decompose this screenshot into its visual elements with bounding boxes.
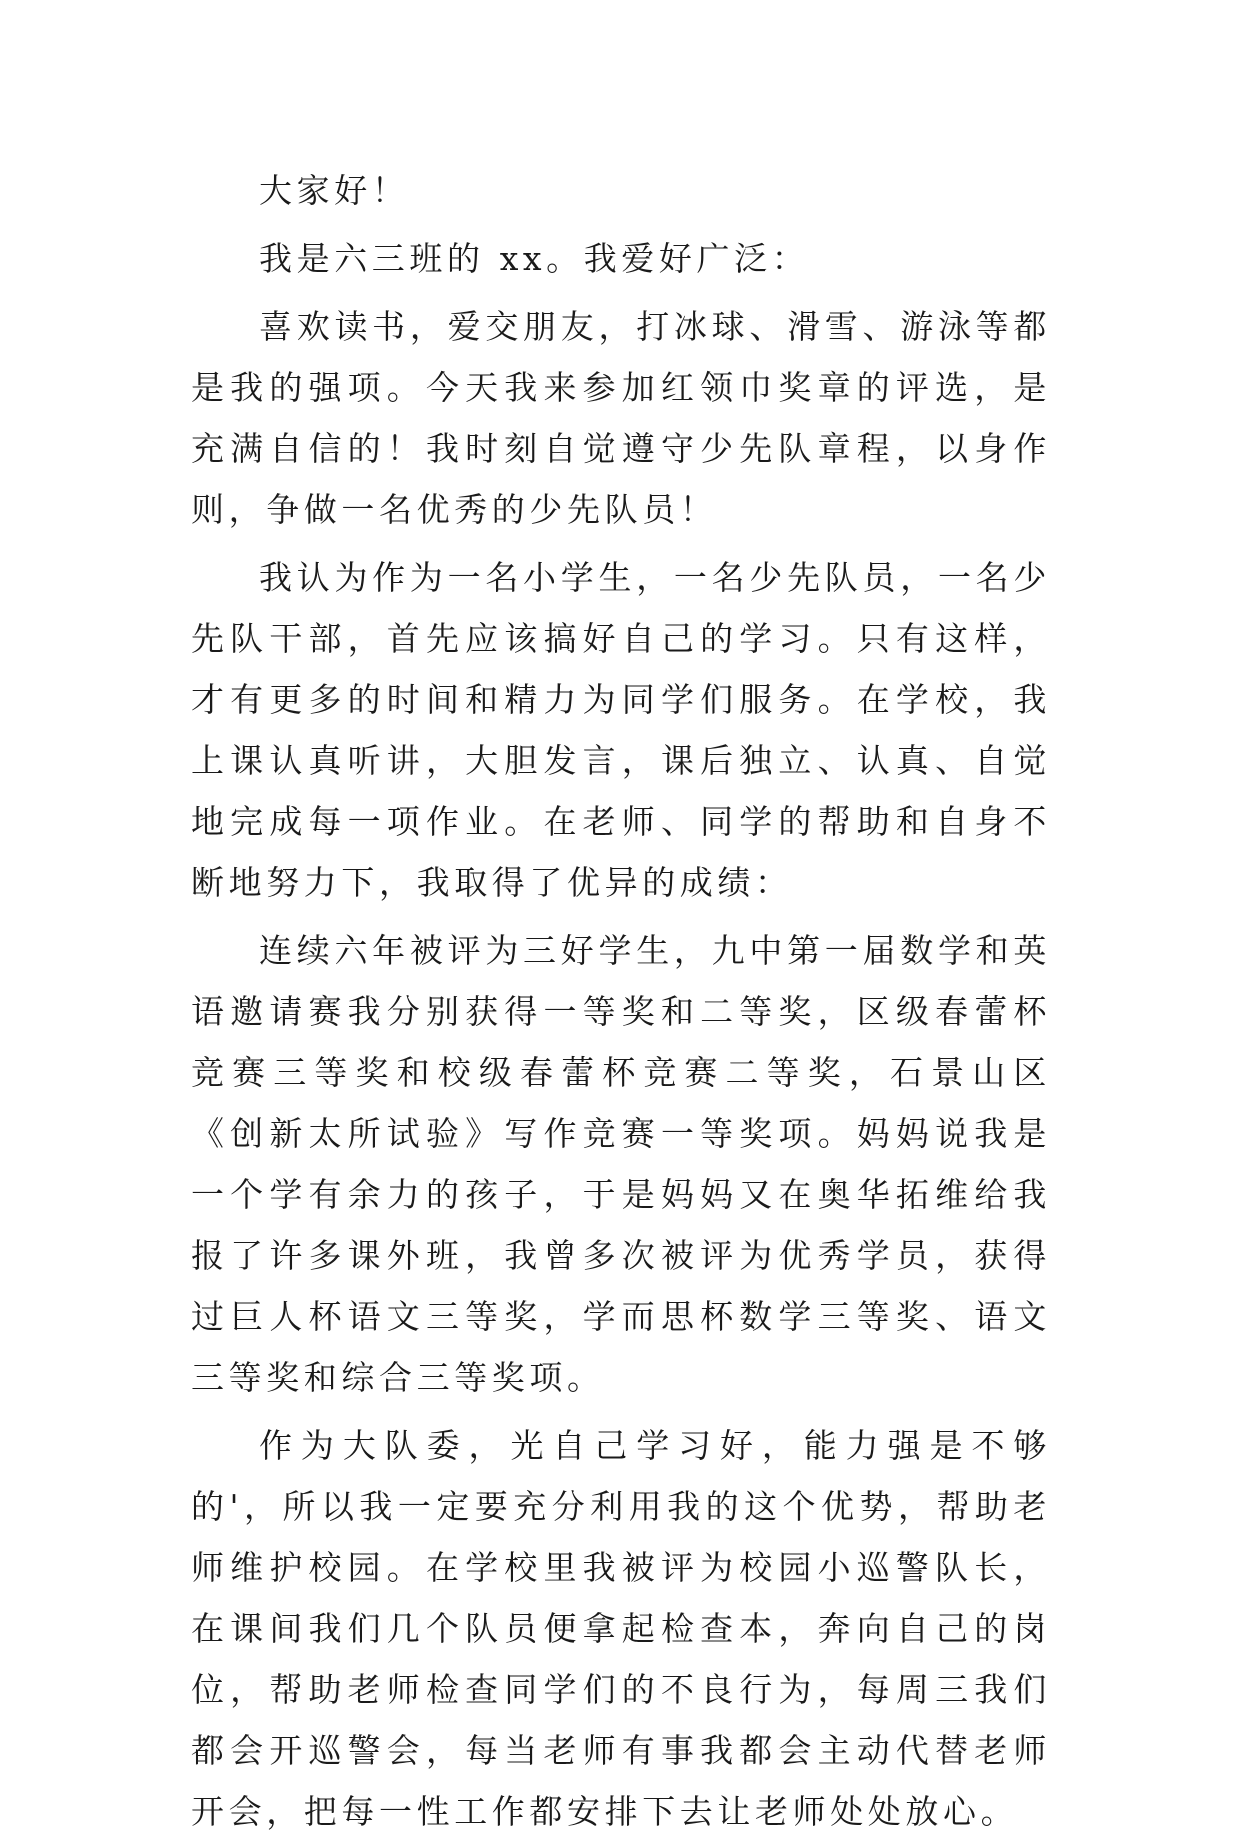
paragraph-awards: 连续六年被评为三好学生，九中第一届数学和英语邀请赛我分别获得一等奖和二等奖，区级春蕾杯竞赛三等奖和校级春蕾杯竞赛二等奖，石景山区《创新太所试验》写作竞赛一等奖项。妈妈说我是一个学有余力的孩子，于是妈妈又在奥华拓维给我报了许多课外班，我曾多次被评为优秀学员，获得过巨人杯语文三等奖，学而思杯数学三等奖、语文三等奖和综合三等奖项。	[191, 931, 1051, 1397]
paragraph-greeting: 大家好！	[259, 171, 410, 210]
paragraph-duties: 作为大队委，光自己学习好，能力强是不够的'，所以我一定要充分利用我的这个优势，帮助老师维护校园。在学校里我被评为校园小巡警队长，在课间我们几个队员便拿起检查本，奔向自己的岗位，帮助老师检查同学们的不良行为，每周三我们都会开巡警会，每当老师有事我都会主动代替老师开会，把每一性工作都安排下去让老师处处放心。	[191, 1426, 1051, 1831]
paragraph-intro: 我是六三班的 xx。我爱好广泛：	[259, 239, 810, 278]
paragraph-study: 我认为作为一名小学生，一名少先队员，一名少先队干部，首先应该搞好自己的学习。只有这样，才有更多的时间和精力为同学们服务。在学校，我上课认真听讲，大胆发言，课后独立、认真、自觉地完成每一项作业。在老师、同学的帮助和自身不断地努力下，我取得了优异的成绩：	[191, 558, 1051, 902]
document-body	[191, 160, 1051, 1842]
paragraph-hobbies: 喜欢读书，爱交朋友，打冰球、滑雪、游泳等都是我的强项。今天我来参加红领巾奖章的评选，是充满自信的！我时刻自觉遵守少先队章程，以身作则，争做一名优秀的少先队员！	[191, 307, 1051, 529]
